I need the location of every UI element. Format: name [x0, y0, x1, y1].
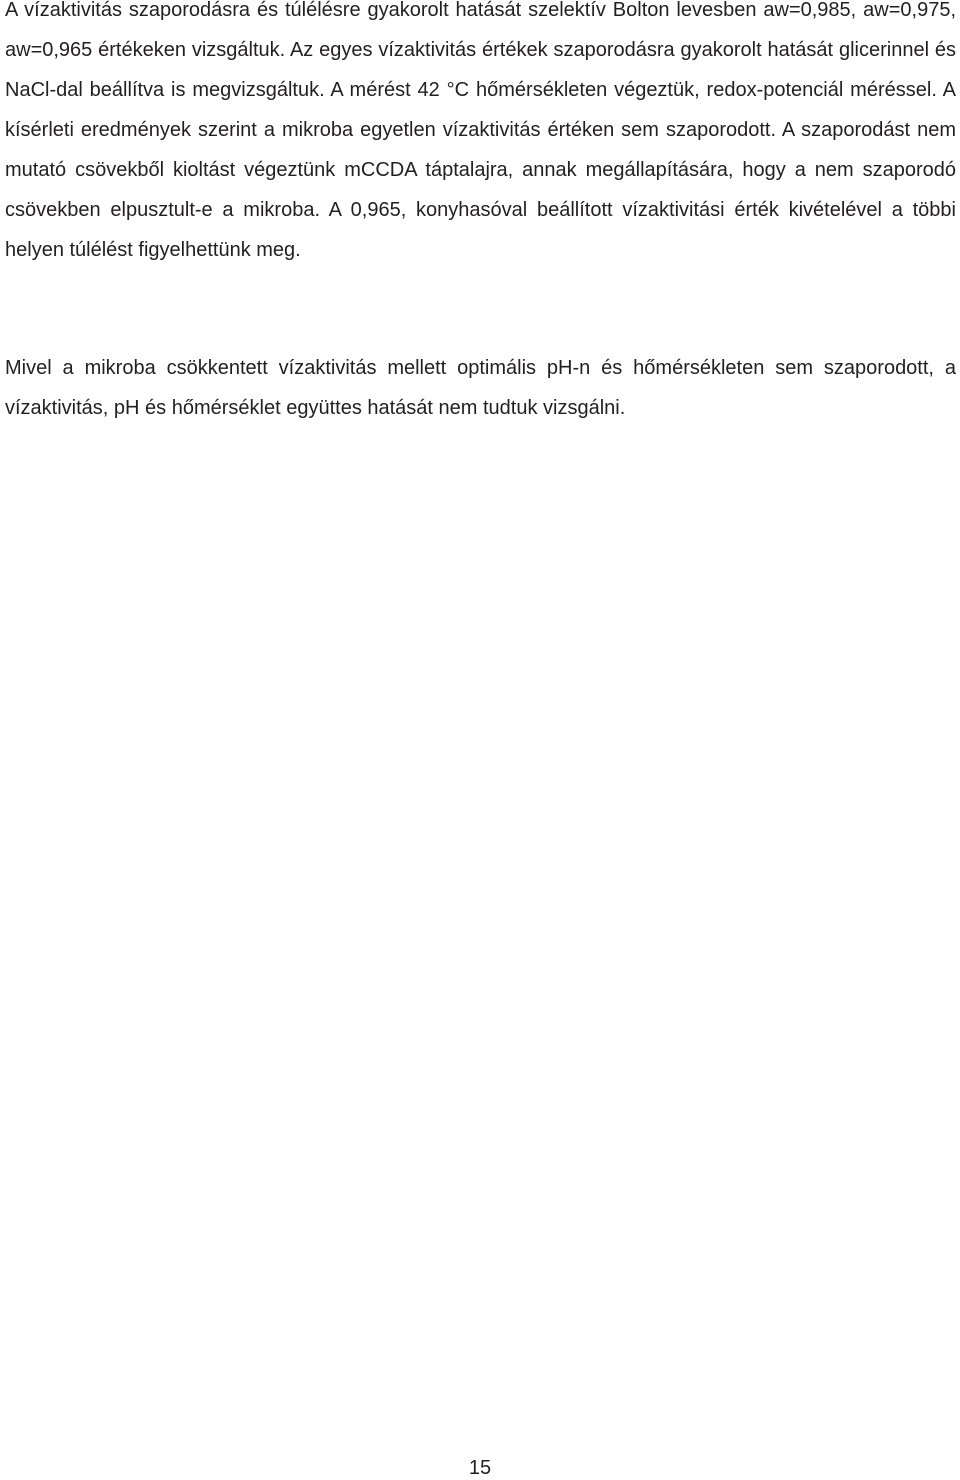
body-paragraph-water-activity-results: A vízaktivitás szaporodásra és túlélésre gyakorolt hatását szelektív Bolton levesben aw=0,985, aw=0,975, aw=0,965 értékeken vizsgáltuk. Az egyes vízaktivitás értékek szaporodásra gyakorolt hatását glicerinnel és NaCl-dal beállítva is megvizsgáltuk. A mérést 42 °C hőmérsékleten végeztük, redox-potenciál méréssel. A kísérleti eredmények szerint a mikroba egyetlen vízaktivitás értéken sem szaporodott. A szaporodást nem mutató csövekből kioltást végeztünk mCCDA táptalajra, annak megállapítására, hogy a nem szaporodó csövekben elpusztult-e a mikroba. A 0,965, konyhasóval beállított vízaktivitási érték kivételével a többi helyen túlélést figyelhettünk meg. — [5, 0, 956, 261]
body-paragraph-conclusion: Mivel a mikroba csökkentett vízaktivitás mellett optimális pH-n és hőmérsékleten sem szaporodott, a vízaktivitás, pH és hőmérséklet együttes hatását nem tudtuk vizsgálni. — [5, 357, 956, 419]
page-number: 15 — [468, 1457, 492, 1479]
